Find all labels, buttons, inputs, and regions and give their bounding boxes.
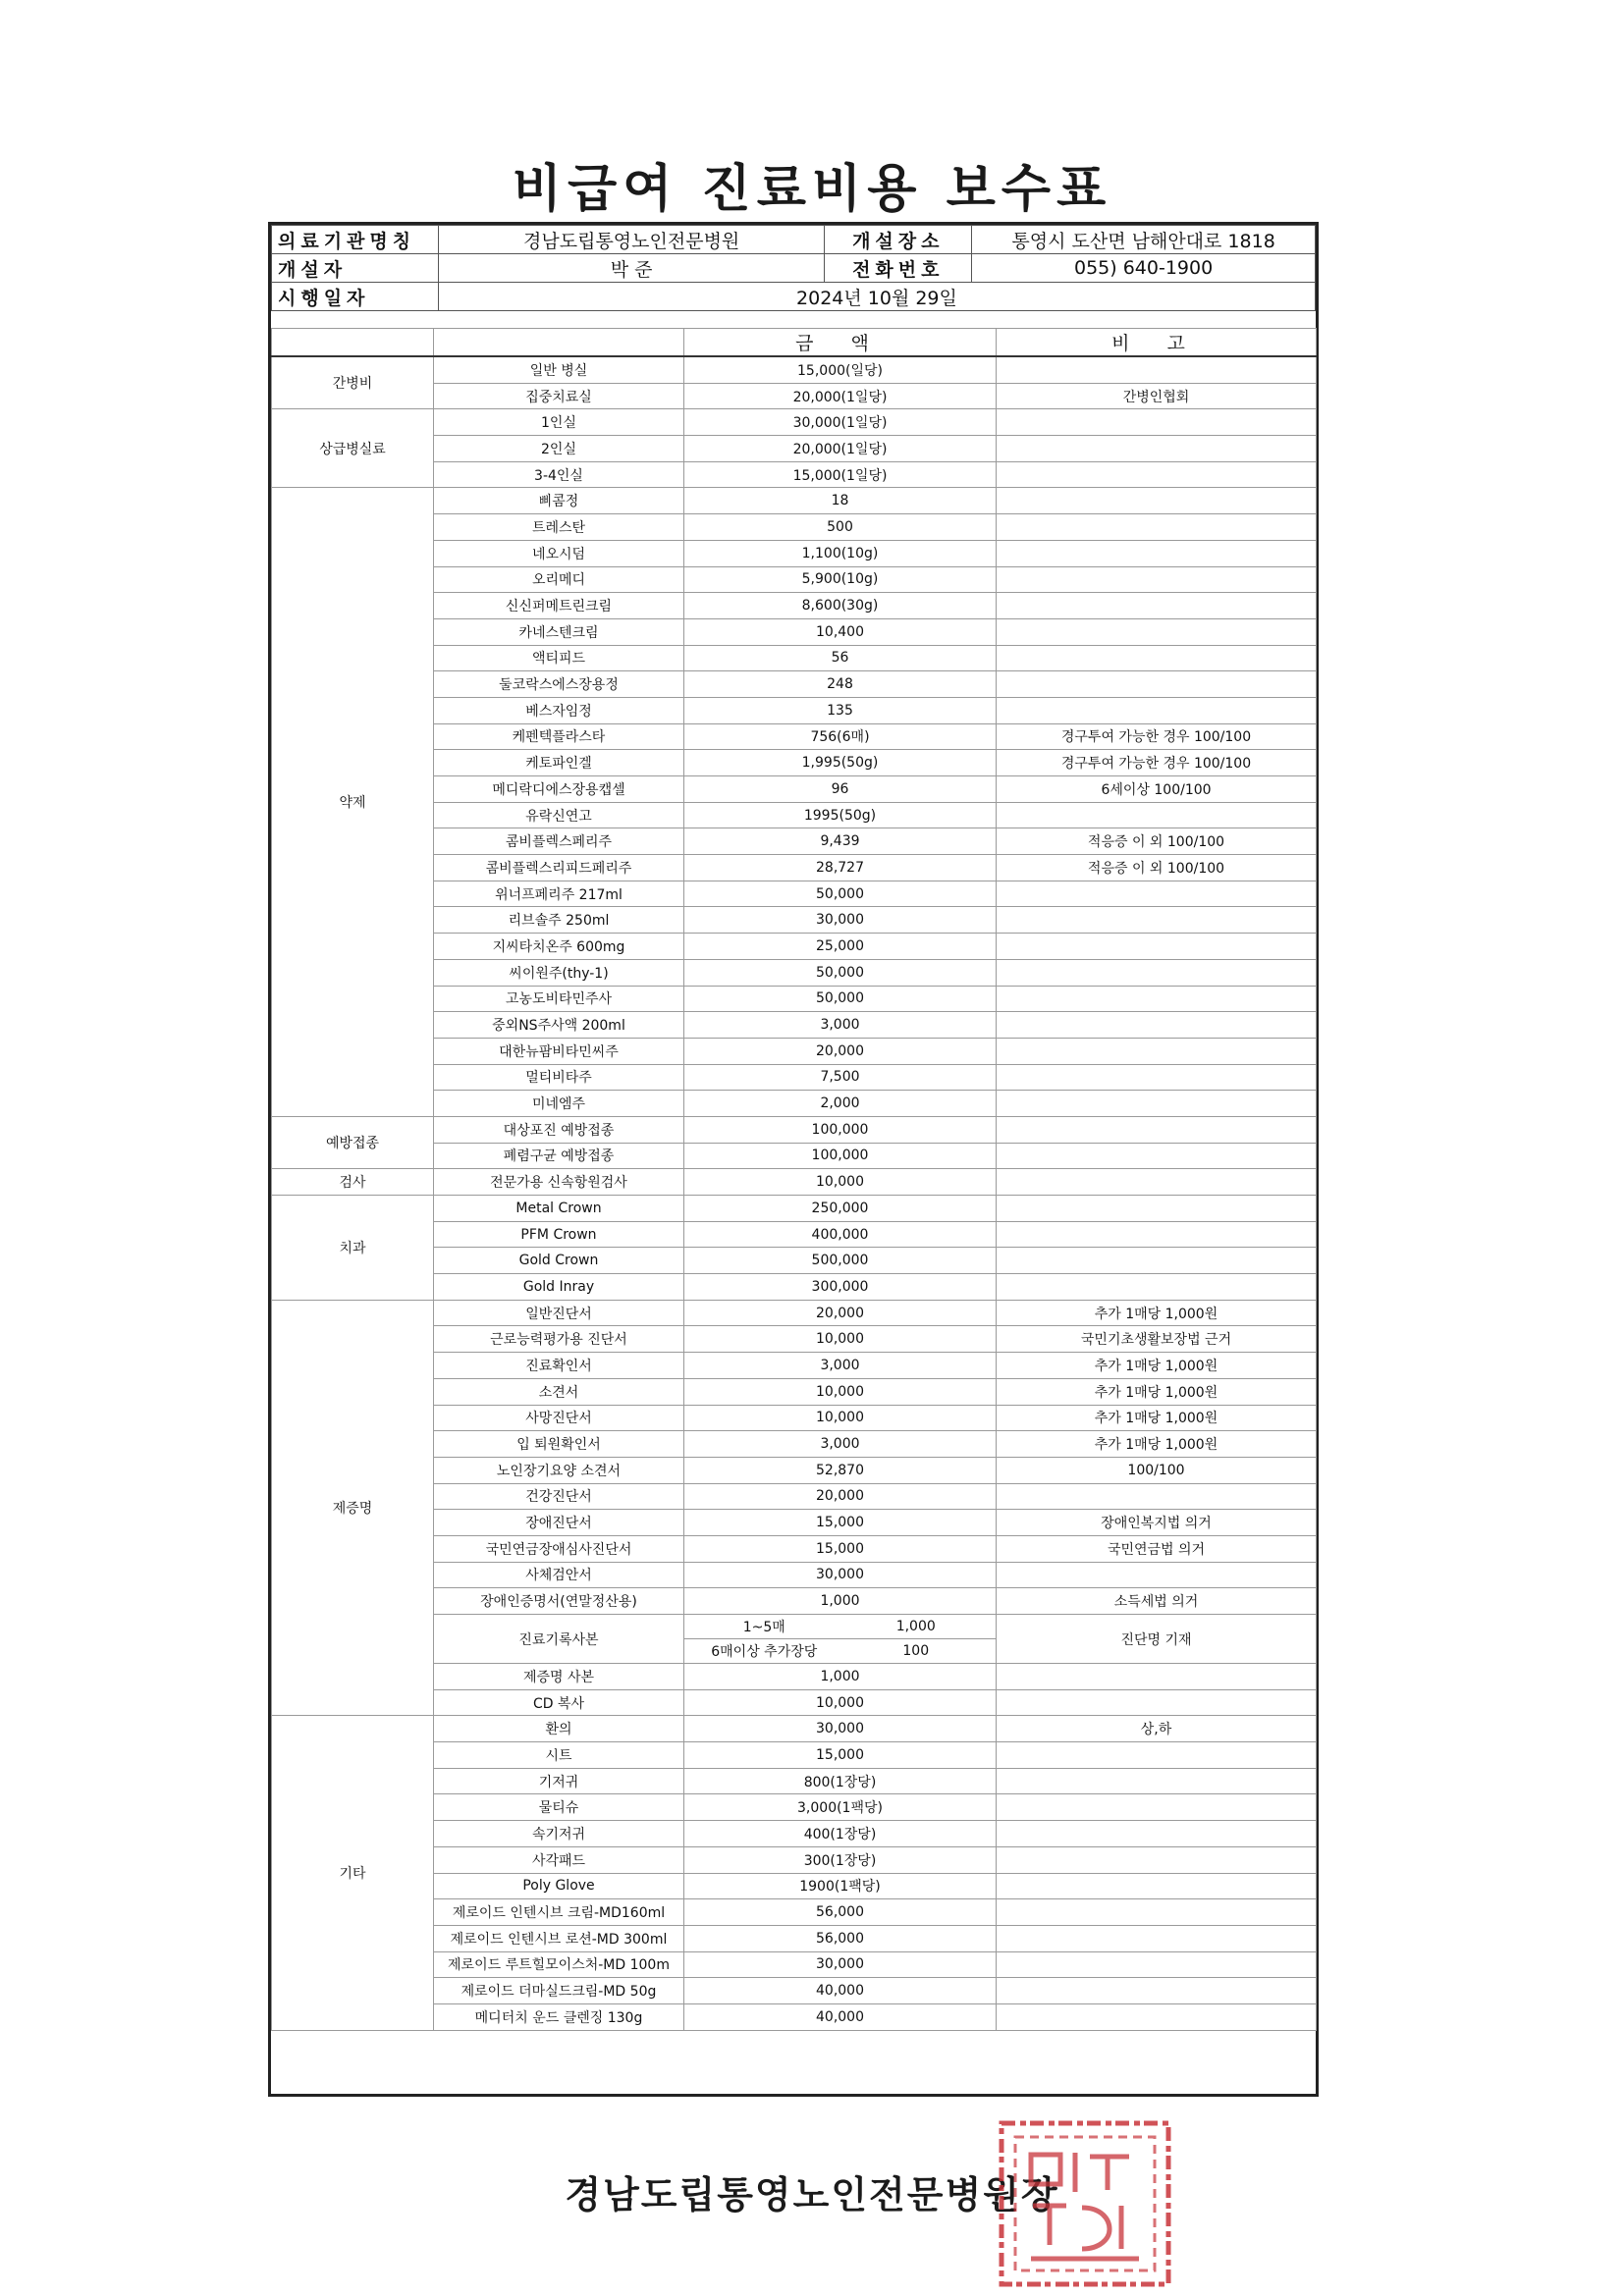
item-cell: 집중치료실 — [434, 383, 684, 409]
official-seal-icon — [992, 2115, 1178, 2292]
note-cell — [997, 1899, 1317, 1926]
item-cell: 환의 — [434, 1716, 684, 1742]
note-cell — [997, 1821, 1317, 1847]
item-cell: 메디락디에스장용캡셀 — [434, 776, 684, 803]
category-cell: 간병비 — [272, 356, 434, 409]
item-cell: 진료기록사본 — [434, 1615, 684, 1664]
item-cell: 리브솔주 250ml — [434, 907, 684, 934]
note-cell: 추가 1매당 1,000원 — [997, 1431, 1317, 1458]
amount-cell: 1995(50g) — [684, 802, 997, 828]
amount-cell: 248 — [684, 671, 997, 698]
note-cell — [997, 461, 1317, 488]
note-cell — [997, 436, 1317, 462]
note-cell — [997, 697, 1317, 723]
amount-cell: 3,000(1팩당) — [684, 1794, 997, 1821]
amount-cell: 500,000 — [684, 1248, 997, 1274]
note-cell — [997, 1664, 1317, 1690]
note-cell — [997, 1274, 1317, 1301]
item-cell: 케펜텍플라스타 — [434, 723, 684, 750]
note-cell — [997, 986, 1317, 1012]
item-cell: 폐렴구균 예방접종 — [434, 1143, 684, 1169]
note-cell — [997, 1846, 1317, 1873]
note-cell — [997, 1116, 1317, 1143]
note-cell — [997, 1091, 1317, 1117]
note-cell — [997, 1012, 1317, 1039]
item-cell: 둘코락스에스장용정 — [434, 671, 684, 698]
note-cell: 추가 1매당 1,000원 — [997, 1353, 1317, 1379]
note-cell — [997, 1038, 1317, 1064]
note-cell: 6세이상 100/100 — [997, 776, 1317, 803]
amount-cell: 56,000 — [684, 1925, 997, 1951]
amount-cell: 135 — [684, 697, 997, 723]
item-cell: 사망진단서 — [434, 1405, 684, 1431]
note-cell — [997, 1978, 1317, 2004]
amount-cell: 3,000 — [684, 1353, 997, 1379]
note-cell — [997, 1951, 1317, 1978]
amount-cell: 10,400 — [684, 618, 997, 645]
amount-cell: 10,000 — [684, 1405, 997, 1431]
item-cell: Gold Crown — [434, 1248, 684, 1274]
note-cell: 간병인협회 — [997, 383, 1317, 409]
item-cell: 신신퍼메트린크림 — [434, 593, 684, 619]
amount-cell: 10,000 — [684, 1378, 997, 1405]
note-cell — [997, 1143, 1317, 1169]
note-cell: 적응증 이 외 100/100 — [997, 828, 1317, 855]
note-cell: 상,하 — [997, 1716, 1317, 1742]
header-info-table — [271, 225, 1316, 311]
item-cell: 중외NS주사액 200ml — [434, 1012, 684, 1039]
fee-table-frame — [268, 222, 1319, 2097]
item-cell: 위너프페리주 217ml — [434, 881, 684, 907]
item-cell: 유락신연고 — [434, 802, 684, 828]
amount-cell: 7,500 — [684, 1064, 997, 1091]
item-cell: 진료확인서 — [434, 1353, 684, 1379]
amount-cell: 10,000 — [684, 1689, 997, 1716]
amount-cell: 56,000 — [684, 1899, 997, 1926]
amount-cell: 40,000 — [684, 2003, 997, 2030]
item-cell: 카네스텐크림 — [434, 618, 684, 645]
item-cell: Metal Crown — [434, 1196, 684, 1222]
amount-cell: 250,000 — [684, 1196, 997, 1222]
records-copy-range: 6매이상 추가장당 — [711, 1644, 818, 1660]
records-copy-range: 1~5매 — [742, 1620, 785, 1635]
amount-cell: 9,439 — [684, 828, 997, 855]
issuer-name: 경남도립통영노인전문병원장 — [565, 2173, 1059, 2216]
amount-cell: 20,000 — [684, 1038, 997, 1064]
item-cell: 근로능력평가용 진단서 — [434, 1326, 684, 1353]
phone-label: 전화번호 — [825, 254, 972, 283]
note-cell — [997, 618, 1317, 645]
item-cell: 제로이드 루트힐모이스처-MD 100m — [434, 1951, 684, 1978]
item-cell: 장애진단서 — [434, 1510, 684, 1536]
item-cell: 소견서 — [434, 1378, 684, 1405]
amount-cell: 20,000 — [684, 1483, 997, 1510]
item-cell: 건강진단서 — [434, 1483, 684, 1510]
item-cell: 장애인증명서(연말정산용) — [434, 1588, 684, 1615]
note-cell — [997, 1742, 1317, 1769]
amount-cell: 40,000 — [684, 1978, 997, 2004]
note-cell — [997, 593, 1317, 619]
category-cell: 검사 — [272, 1169, 434, 1196]
note-cell — [997, 514, 1317, 541]
amount-column-header: 금 액 — [684, 329, 997, 357]
item-cell: 오리메디 — [434, 566, 684, 593]
item-cell: 삐콤정 — [434, 488, 684, 514]
category-cell: 기타 — [272, 1716, 434, 2030]
category-cell: 상급병실료 — [272, 409, 434, 488]
amount-cell: 20,000(1일당) — [684, 383, 997, 409]
note-cell — [997, 2003, 1317, 2030]
amount-cell: 300(1장당) — [684, 1846, 997, 1873]
item-cell: 제증명 사본 — [434, 1664, 684, 1690]
amount-cell: 50,000 — [684, 959, 997, 986]
location-value: 통영시 도산면 남해안대로 1818 — [972, 226, 1316, 254]
facility-name: 경남도립통영노인전문병원 — [438, 226, 824, 254]
item-cell: 콤비플렉스페리주 — [434, 828, 684, 855]
note-cell — [997, 409, 1317, 436]
effective-date: 2024년 10월 29일 — [438, 283, 1315, 311]
note-cell: 국민기초생활보장법 근거 — [997, 1326, 1317, 1353]
note-cell: 소득세법 의거 — [997, 1588, 1317, 1615]
amount-cell: 3,000 — [684, 1012, 997, 1039]
note-cell — [997, 1794, 1317, 1821]
note-cell — [997, 802, 1317, 828]
note-cell: 추가 1매당 1,000원 — [997, 1378, 1317, 1405]
note-cell: 추가 1매당 1,000원 — [997, 1300, 1317, 1326]
table-row — [272, 1716, 1317, 1742]
note-cell — [997, 1562, 1317, 1588]
category-cell: 치과 — [272, 1196, 434, 1301]
amount-cell: 15,000 — [684, 1535, 997, 1562]
phone-value: 055) 640-1900 — [972, 254, 1316, 283]
amount-cell: 30,000(1일당) — [684, 409, 997, 436]
amount-cell: 1,995(50g) — [684, 750, 997, 776]
location-label: 개설장소 — [825, 226, 972, 254]
amount-cell: 1,100(10g) — [684, 540, 997, 566]
amount-cell: 100,000 — [684, 1116, 997, 1143]
amount-cell: 25,000 — [684, 934, 997, 960]
amount-cell: 50,000 — [684, 986, 997, 1012]
category-cell: 예방접종 — [272, 1116, 434, 1168]
table-row — [272, 1300, 1317, 1326]
amount-cell: 28,727 — [684, 855, 997, 881]
amount-cell: 400(1장당) — [684, 1821, 997, 1847]
amount-cell: 15,000(일당) — [684, 356, 997, 383]
fee-table — [271, 328, 1317, 2031]
item-cell: Gold Inray — [434, 1274, 684, 1301]
table-row — [272, 488, 1317, 514]
note-cell — [997, 1483, 1317, 1510]
item-cell: 전문가용 신속항원검사 — [434, 1169, 684, 1196]
amount-cell: 20,000(1일당) — [684, 436, 997, 462]
note-cell — [997, 1169, 1317, 1196]
amount-cell: 52,870 — [684, 1457, 997, 1483]
document-title: 비급여 진료비용 보수표 — [512, 160, 1112, 219]
note-cell — [997, 934, 1317, 960]
amount-cell: 2,000 — [684, 1091, 997, 1117]
item-cell: 물티슈 — [434, 1794, 684, 1821]
amount-cell: 1900(1팩당) — [684, 1873, 997, 1899]
category-column-header — [272, 329, 434, 357]
amount-cell: 756(6매) — [684, 723, 997, 750]
table-row — [272, 1169, 1317, 1196]
amount-cell: 8,600(30g) — [684, 593, 997, 619]
item-cell: 대한뉴팜비타민씨주 — [434, 1038, 684, 1064]
amount-cell: 30,000 — [684, 1716, 997, 1742]
note-cell — [997, 1768, 1317, 1794]
amount-cell: 18 — [684, 488, 997, 514]
amount-cell: 5,900(10g) — [684, 566, 997, 593]
item-cell: 일반 병실 — [434, 356, 684, 383]
table-row — [272, 356, 1317, 383]
amount-cell: 15,000 — [684, 1510, 997, 1536]
note-cell — [997, 1221, 1317, 1248]
item-column-header — [434, 329, 684, 357]
amount-cell: 15,000 — [684, 1742, 997, 1769]
note-cell — [997, 959, 1317, 986]
item-cell: 일반진단서 — [434, 1300, 684, 1326]
column-header-row — [272, 329, 1317, 357]
note-cell — [997, 1925, 1317, 1951]
amount-cell — [684, 1615, 997, 1639]
note-cell — [997, 1196, 1317, 1222]
table-row — [272, 1116, 1317, 1143]
item-cell: CD 복사 — [434, 1689, 684, 1716]
note-cell: 100/100 — [997, 1457, 1317, 1483]
item-cell: 국민연금장애심사진단서 — [434, 1535, 684, 1562]
amount-cell: 400,000 — [684, 1221, 997, 1248]
item-cell: 제로이드 인텐시브 크림-MD160ml — [434, 1899, 684, 1926]
amount-cell: 300,000 — [684, 1274, 997, 1301]
item-cell: 3-4인실 — [434, 461, 684, 488]
amount-cell: 1,000 — [684, 1664, 997, 1690]
amount-cell: 800(1장당) — [684, 1768, 997, 1794]
item-cell: 고농도비타민주사 — [434, 986, 684, 1012]
item-cell: 네오시덤 — [434, 540, 684, 566]
item-cell: 기저귀 — [434, 1768, 684, 1794]
item-cell: 베스자임정 — [434, 697, 684, 723]
note-cell — [997, 566, 1317, 593]
note-cell: 경구투여 가능한 경우 100/100 — [997, 750, 1317, 776]
founder-value: 박 준 — [438, 254, 824, 283]
amount-cell — [684, 1639, 997, 1664]
amount-cell: 96 — [684, 776, 997, 803]
amount-cell: 20,000 — [684, 1300, 997, 1326]
item-cell: PFM Crown — [434, 1221, 684, 1248]
note-cell — [997, 1248, 1317, 1274]
item-cell: 대상포진 예방접종 — [434, 1116, 684, 1143]
note-cell: 적응증 이 외 100/100 — [997, 855, 1317, 881]
item-cell: Poly Glove — [434, 1873, 684, 1899]
item-cell: 트레스탄 — [434, 514, 684, 541]
note-cell: 경구투여 가능한 경우 100/100 — [997, 723, 1317, 750]
item-cell: 액티피드 — [434, 645, 684, 671]
records-copy-price: 1,000 — [895, 1619, 936, 1634]
item-cell: 사체검안서 — [434, 1562, 684, 1588]
amount-cell: 50,000 — [684, 881, 997, 907]
amount-cell: 3,000 — [684, 1431, 997, 1458]
amount-cell: 10,000 — [684, 1169, 997, 1196]
note-cell — [997, 488, 1317, 514]
amount-cell: 15,000(1일당) — [684, 461, 997, 488]
item-cell: 케토파인겔 — [434, 750, 684, 776]
note-column-header: 비 고 — [997, 329, 1317, 357]
note-cell — [997, 1689, 1317, 1716]
item-cell: 2인실 — [434, 436, 684, 462]
note-cell — [997, 881, 1317, 907]
records-copy-price: 100 — [902, 1643, 930, 1659]
amount-cell: 30,000 — [684, 1951, 997, 1978]
note-cell: 장애인복지법 의거 — [997, 1510, 1317, 1536]
item-cell: 입 퇴원확인서 — [434, 1431, 684, 1458]
item-cell: 지씨타치온주 600mg — [434, 934, 684, 960]
note-cell: 국민연금법 의거 — [997, 1535, 1317, 1562]
item-cell: 노인장기요양 소견서 — [434, 1457, 684, 1483]
item-cell: 1인실 — [434, 409, 684, 436]
item-cell: 사각패드 — [434, 1846, 684, 1873]
note-cell — [997, 356, 1317, 383]
item-cell: 제로이드 인텐시브 로션-MD 300ml — [434, 1925, 684, 1951]
amount-cell: 100,000 — [684, 1143, 997, 1169]
category-cell: 제증명 — [272, 1300, 434, 1716]
note-cell — [997, 1873, 1317, 1899]
note-cell: 진단명 기재 — [997, 1615, 1317, 1664]
amount-cell: 30,000 — [684, 1562, 997, 1588]
amount-cell: 10,000 — [684, 1326, 997, 1353]
item-cell: 제로이드 더마실드크림-MD 50g — [434, 1978, 684, 2004]
item-cell: 멀티비타주 — [434, 1064, 684, 1091]
table-row — [272, 409, 1317, 436]
amount-cell: 56 — [684, 645, 997, 671]
category-cell: 약제 — [272, 488, 434, 1117]
note-cell — [997, 645, 1317, 671]
amount-cell: 30,000 — [684, 907, 997, 934]
item-cell: 시트 — [434, 1742, 684, 1769]
item-cell: 미네엠주 — [434, 1091, 684, 1117]
note-cell: 추가 1매당 1,000원 — [997, 1405, 1317, 1431]
amount-cell: 1,000 — [684, 1588, 997, 1615]
item-cell: 콤비플렉스리피드페리주 — [434, 855, 684, 881]
note-cell — [997, 671, 1317, 698]
effective-label: 시행일자 — [272, 283, 439, 311]
amount-cell: 500 — [684, 514, 997, 541]
note-cell — [997, 540, 1317, 566]
table-row — [272, 1196, 1317, 1222]
item-cell: 속기저귀 — [434, 1821, 684, 1847]
note-cell — [997, 907, 1317, 934]
note-cell — [997, 1064, 1317, 1091]
item-cell: 메디터치 운드 클렌징 130g — [434, 2003, 684, 2030]
facility-label: 의료기관명칭 — [272, 226, 439, 254]
item-cell: 씨이원주(thy-1) — [434, 959, 684, 986]
founder-label: 개설자 — [272, 254, 439, 283]
